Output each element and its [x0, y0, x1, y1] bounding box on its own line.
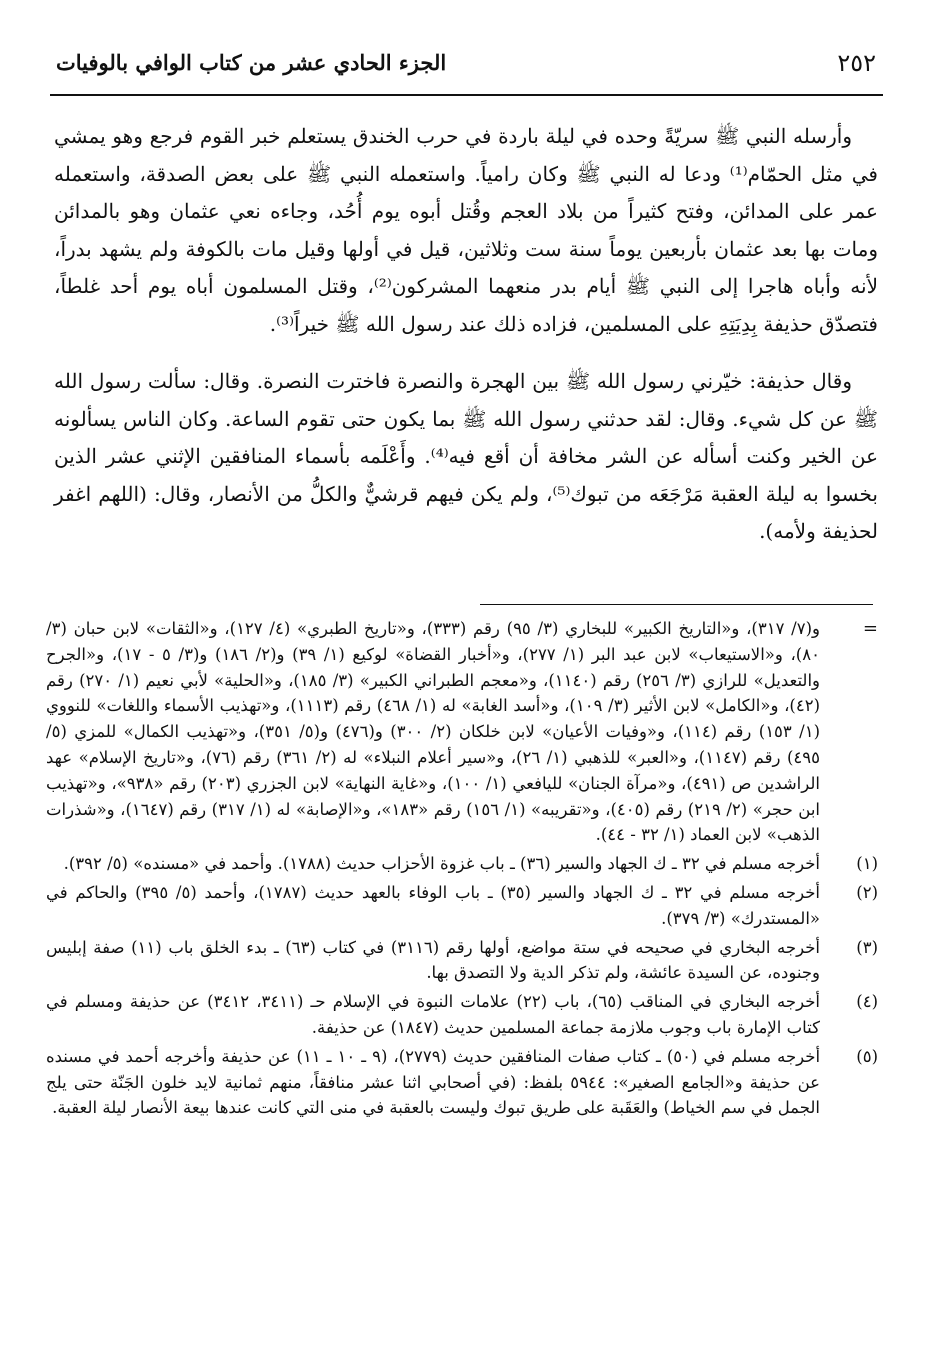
footnotes [46, 616, 882, 1121]
main-text [54, 118, 878, 551]
footnote-4 [46, 989, 882, 1041]
footnote-2 [46, 880, 882, 932]
footnote-text: أخرجه البخاري في صحيحه في ستة مواضع، أولها رقم (٣١١٦) في كتاب (٦٣) ـ بدء الخلق باب (١١) صفة إبليس وجنوده، عن السيدة عائشة، ولم تذكر الدية ولا التصدق بها. [46, 937, 820, 983]
footnote-text: أخرجه مسلم في ٣٢ ـ ك الجهاد والسير (٣٥) ـ باب الوفاء بالعهد حديث (١٧٨٧)، وأحمد (٥/ ٣٩٥) والحاكم في «المستدرك» (٣/ ٣٧٩). [46, 882, 820, 928]
footnote-1 [46, 851, 882, 877]
footnote-continuation [46, 616, 882, 848]
footnote-3 [46, 935, 882, 987]
footnote-mark: (٢) [856, 882, 878, 902]
footnote-mark: (٤) [856, 992, 878, 1012]
footnote-text: أخرجه مسلم في (٥٠) ـ كتاب صفات المنافقين حديث (٢٧٧٩)، (٩ ـ ١٠ ـ ١١) عن حذيفة وأخرجه أحمد في مسنده عن حذيفة و«الجامع الصغير»: ٥٩٤٤ بلفظ: (في أصحابي اثنا عشر منافقاً، منهم ثمانية لايد خلون الجَنّة حتى يلج الجمل في سم الخياط) والعَقَبة على طريق تبوك وليست بالعقبة في منى التي كانت عندها بيعة الأنصار ليلة العقبة. [46, 1046, 821, 1118]
body-paragraph-2: وقال حذيفة: خيّرني رسول الله ﷺ بين الهجرة والنصرة فاخترت النصرة. وقال: سألت رسول الله ﷺ عن كل شيء. وقال: لقد حدثني رسول الله ﷺ بما يكون حتى تقوم الساعة. وكان الناس يسألونه عن الخير وكنت أسأله عن الشر مخافة أن أقع فيه⁽⁴⁾. وأَعْلَمه بأسماء المنافقين الإثني عشر الذين بخسوا به ليلة العقبة مَرْجَعَه من تبوك⁽⁵⁾، ولم يكن فيهم قرشيٌّ والكلُّ من الأنصار، وقال: (اللهم اغفر لحذيفة ولأمه). [54, 369, 878, 543]
header-divider [50, 94, 883, 96]
footnotes-divider [480, 604, 873, 605]
footnote-text: أخرجه مسلم في ٣٢ ـ ك الجهاد والسير (٣٦) ـ باب غزوة الأحزاب حديث (١٧٨٨). وأحمد في «مسنده» (٥/ ٣٩٢). [63, 854, 820, 874]
footnote-5 [46, 1044, 882, 1121]
footnote-text: و(٧/ ٣١٧)، و«التاريخ الكبير» للبخاري (٣/ ٩٥) رقم (٣٣٣)، و«تاريخ الطبري» (٤/ ١٢٧)، و«الثقات» لابن حبان (٣/ ٨٠)، و«الاستيعاب» لابن عبد البر (١/ ٢٧٧)، و«أخبار القضاة» لوكيع (١/ ٣٩) و(٢/ ١٨٦) و(٣/ ٥ - ١٧)، و«الجرح والتعديل» للرازي (٣/ ٢٥٦) رقم (١١٤٠)، و«معجم الطبراني الكبير» (٣/ ١٨٥)، و«الحلية» لأبي نعيم (١/ ٢٧٠) رقم (٤٢)، و«الكامل» لابن الأثير (٣/ ١٠٩)، و«أسد الغابة» له (١/ ٤٦٨) رقم (١١١٣)، و«تهذيب الأسماء واللغات» للنووي (١/ ١٥٣) رقم (١١٤)، و«وفيات الأعيان» لابن خلكان (٢/ ٣٠٠) و(٤٧٦) و(٥/ ٣٥١)، و«تهذيب الكمال» للمزي (٥/ ٤٩٥) رقم (١١٤٧)، و«العبر» للذهبي (١/ ٢٦)، و«سير أعلام النبلاء» له (٢/ ٣٦١) رقم (٧٦)، و«تاريخ الإسلام» عهد الراشدين ص (٤٩١)، و«مرآة الجنان» لليافعي (١/ ١٠٠)، و«غاية النهاية» لابن الجزري (٢٠٣) رقم «٩٣٨»، و«تهذيب ابن حجر» (٢/ ٢١٩) رقم (٤٠٥)، و«تقريبه» (١/ ١٥٦) رقم «١٨٣»، و«الإصابة» له (١/ ٣١٧) رقم (١٦٤٧)، و«شذرات الذهب» لابن العماد (١/ ٣٢ - ٤٤). [46, 619, 821, 845]
footnote-mark: (١) [856, 854, 878, 874]
footnote-mark: (٥) [856, 1046, 878, 1066]
body-paragraph-1: وأرسله النبي ﷺ سريّةً وحده في ليلة باردة في حرب الخندق يستعلم خبر القوم فرجع وهو يمشي في مثل الحمّام⁽¹⁾ ودعا له النبي ﷺ وكان رامياً. واستعمله النبي ﷺ على بعض الصدقة، واستعمله عمر على المدائن، وفتح كثيراً من بلاد العجم وقُتل أبوه يوم أُحُد، وجاءه نعي عثمان وهو بالمدائن ومات بها بعد عثمان بأربعين يوماً سنة ست وثلاثين، قيل في أولها وقيل مات بالكوفة ولم يشهد بدراً، لأنه وأباه هاجرا إلى النبي ﷺ أيام بدر منعهما المشركون⁽²⁾، وقتل المسلمون أباه يوم أحد غلطاً، فتصدّق حذيفة بِدِيَتِهِ على المسلمين، فزاده ذلك عند رسول الله ﷺ خيراً⁽³⁾. [54, 124, 878, 336]
footnote-mark: = [862, 618, 878, 639]
running-title: الجزء الحادي عشر من كتاب الوافي بالوفيات [56, 50, 447, 75]
footnote-text: أخرجه البخاري في المناقب (٦٥)، باب (٢٢) علامات النبوة في الإسلام حـ (٣٤١١، ٣٤١٢) عن حذيفة ومسلم في كتاب الإمارة باب وجوب ملازمة جماعة المسلمين حديث (١٨٤٧) عن حذيفة. [46, 992, 820, 1037]
footnote-mark: (٣) [856, 937, 878, 957]
page-header [50, 40, 882, 90]
page-number: ٢٥٢ [837, 49, 876, 77]
